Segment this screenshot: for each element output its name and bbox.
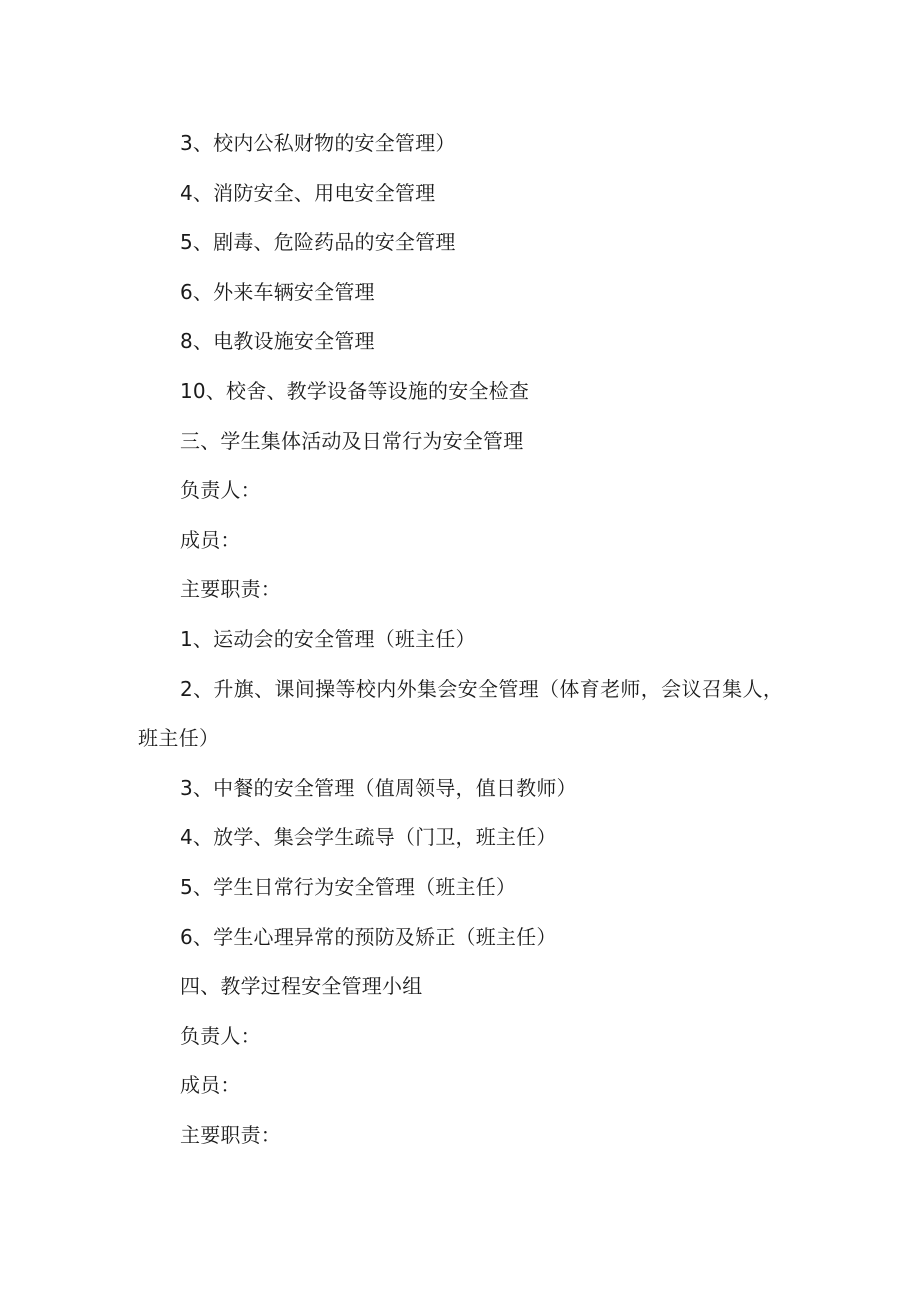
document-body [138,119,788,1160]
list-item: 3、校内公私财物的安全管理） [180,131,456,155]
responsible-person-label: 负责人： [180,478,261,503]
duties-label: 主要职责： [180,1122,281,1147]
responsible-person-label: 负责人： [180,1023,261,1048]
members-label: 成员： [180,527,241,552]
list-item: 6、外来车辆安全管理 [180,279,375,304]
list-item: 4、放学、集会学生疏导（门卫，班主任） [180,825,557,850]
list-item: 5、剧毒、危险药品的安全管理 [180,230,456,255]
list-item: 10、校舍、教学设备等设施的安全检查 [180,378,530,403]
duties-label: 主要职责： [180,577,281,602]
section-heading: 四、教学过程安全管理小组 [180,974,423,999]
list-item: 6、学生心理异常的预防及矫正（班主任） [180,924,557,949]
members-label: 成员： [180,1073,241,1098]
list-item: 8、电教设施安全管理 [180,329,375,354]
list-item: 5、学生日常行为安全管理（班主任） [180,874,517,899]
section-heading: 三、学生集体活动及日常行为安全管理 [180,428,524,453]
list-item: 2、升旗、课间操等校内外集会安全管理（体育老师，会议召集人，班主任） [138,676,784,751]
list-item: 1、运动会的安全管理（班主任） [180,626,476,651]
list-item: 4、消防安全、用电安全管理 [180,180,436,205]
list-item: 3、中餐的安全管理（值周领导，值日教师） [180,775,577,800]
